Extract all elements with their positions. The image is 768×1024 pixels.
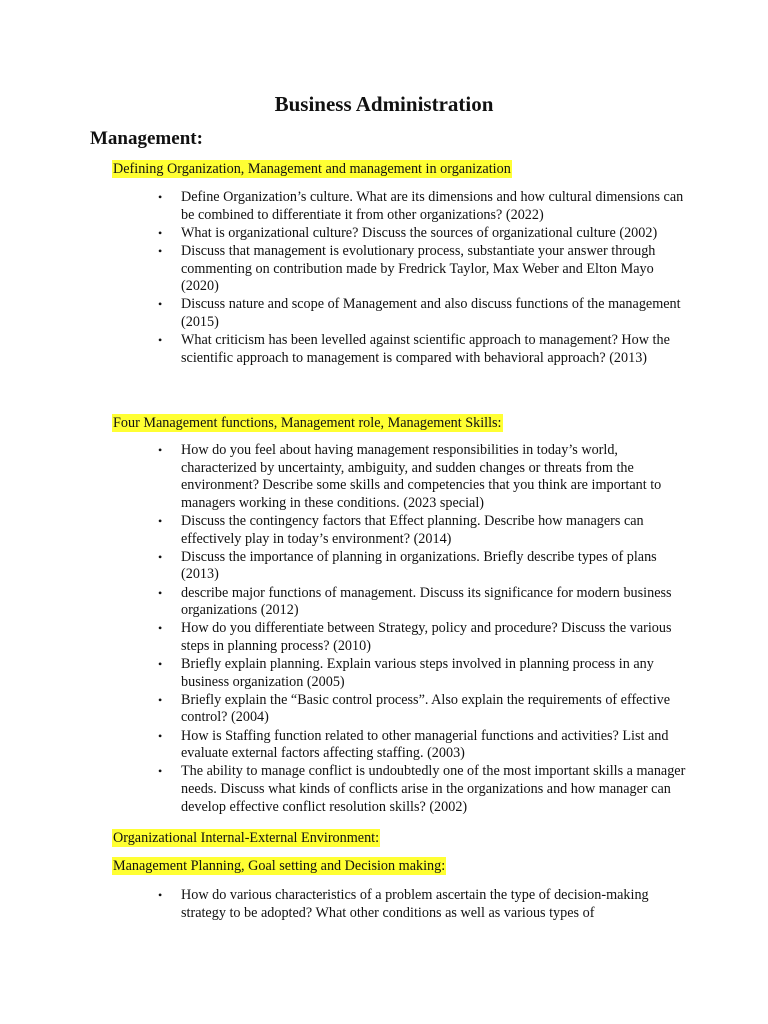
bullet-icon: • xyxy=(158,243,163,258)
list-item xyxy=(156,225,686,243)
question-text: Briefly explain the “Basic control process”. Also explain the requirements of effective control? (2004) xyxy=(181,691,671,726)
bullet-icon: • xyxy=(158,549,163,564)
bullet-icon: • xyxy=(158,764,163,779)
bullet-icon: • xyxy=(158,297,163,312)
bullet-icon: • xyxy=(158,225,163,240)
topic-heading-planning-decision-making: Management Planning, Goal setting and Decision making: xyxy=(113,858,446,874)
bullet-icon: • xyxy=(158,585,163,600)
question-text: How do you feel about having management responsibilities in today’s world, characterized by uncertainty, ambiguity, and sudden changes or threats from the environment? Describe some skills and competencies that you think are important to managers working in these conditions. (2023 special) xyxy=(181,442,662,511)
bullet-icon: • xyxy=(158,443,163,457)
list-item xyxy=(156,887,686,922)
list-item xyxy=(156,513,686,548)
question-text: Briefly explain planning. Explain various steps involved in planning process in any business organization (2005) xyxy=(181,656,654,690)
question-text: What criticism has been levelled against scientific approach to management? How the scientific approach to management is compared with behavioral approach? (2013) xyxy=(181,332,670,366)
question-text: describe major functions of management. Discuss its significance for modern business organizations (2012) xyxy=(181,584,672,619)
document-title: Business Administration xyxy=(274,92,494,116)
list-item xyxy=(156,296,686,331)
question-text: How do various characteristics of a problem ascertain the type of decision-making strategy to be adopted? What other conditions as well as various types of xyxy=(181,887,649,921)
question-text: How do you differentiate between Strategy, policy and procedure? Discuss the various steps in planning process? (2010) xyxy=(181,620,672,654)
bullet-icon: • xyxy=(158,888,163,902)
bullet-icon: • xyxy=(158,513,163,528)
list-item xyxy=(156,585,686,620)
bullet-icon: • xyxy=(158,692,163,707)
question-text: Define Organization’s culture. What are its dimensions and how cultural dimensions can be combined to differentiate it from other organizations? (2022) xyxy=(181,189,684,223)
question-text: How is Staffing function related to other managerial functions and activities? List and evaluate external factors affecting staffing. (2003) xyxy=(181,727,669,762)
bullet-icon: • xyxy=(158,728,163,743)
list-item xyxy=(156,189,686,224)
question-text: The ability to manage conflict is undoubtedly one of the most important skills a manager needs. Discuss what kinds of conflicts arise in the organizations and how manager can develop effective conflict resolution skills? (2002) xyxy=(181,763,686,815)
bullet-icon: • xyxy=(158,190,163,204)
bullet-icon: • xyxy=(158,333,163,348)
bullet-icon: • xyxy=(158,621,163,636)
list-item xyxy=(156,243,686,296)
list-item xyxy=(156,728,686,763)
topic-heading-management-functions: Four Management functions, Management role, Management Skills: xyxy=(113,415,502,431)
question-list-defining-organization xyxy=(156,189,686,368)
topic-heading-defining-organization: Defining Organization, Management and management in organization xyxy=(113,161,511,177)
topic-heading-environment: Organizational Internal-External Environment: xyxy=(113,830,380,846)
question-list-management-functions xyxy=(156,442,686,817)
list-item xyxy=(156,763,686,816)
list-item xyxy=(156,332,686,367)
bullet-icon: • xyxy=(158,657,163,672)
list-item xyxy=(156,656,686,691)
question-text: Discuss nature and scope of Management and also discuss functions of the management (2015) xyxy=(181,296,681,330)
list-item xyxy=(156,620,686,655)
list-item xyxy=(156,442,686,512)
list-item xyxy=(156,549,686,584)
question-text: Discuss that management is evolutionary process, substantiate your answer through commenting on contribution made by Fredrick Taylor, Max Weber and Elton Mayo (2020) xyxy=(181,242,656,295)
question-text: Discuss the importance of planning in organizations. Briefly describe types of plans (2013) xyxy=(181,548,657,583)
question-text: What is organizational culture? Discuss the sources of organizational culture (2002) xyxy=(181,224,658,241)
question-text: Discuss the contingency factors that Effect planning. Describe how managers can effectively play in today’s environment? (2014) xyxy=(181,512,644,547)
section-heading-management: Management: xyxy=(90,128,203,149)
question-list-planning-decision-making xyxy=(156,887,686,923)
list-item xyxy=(156,692,686,727)
